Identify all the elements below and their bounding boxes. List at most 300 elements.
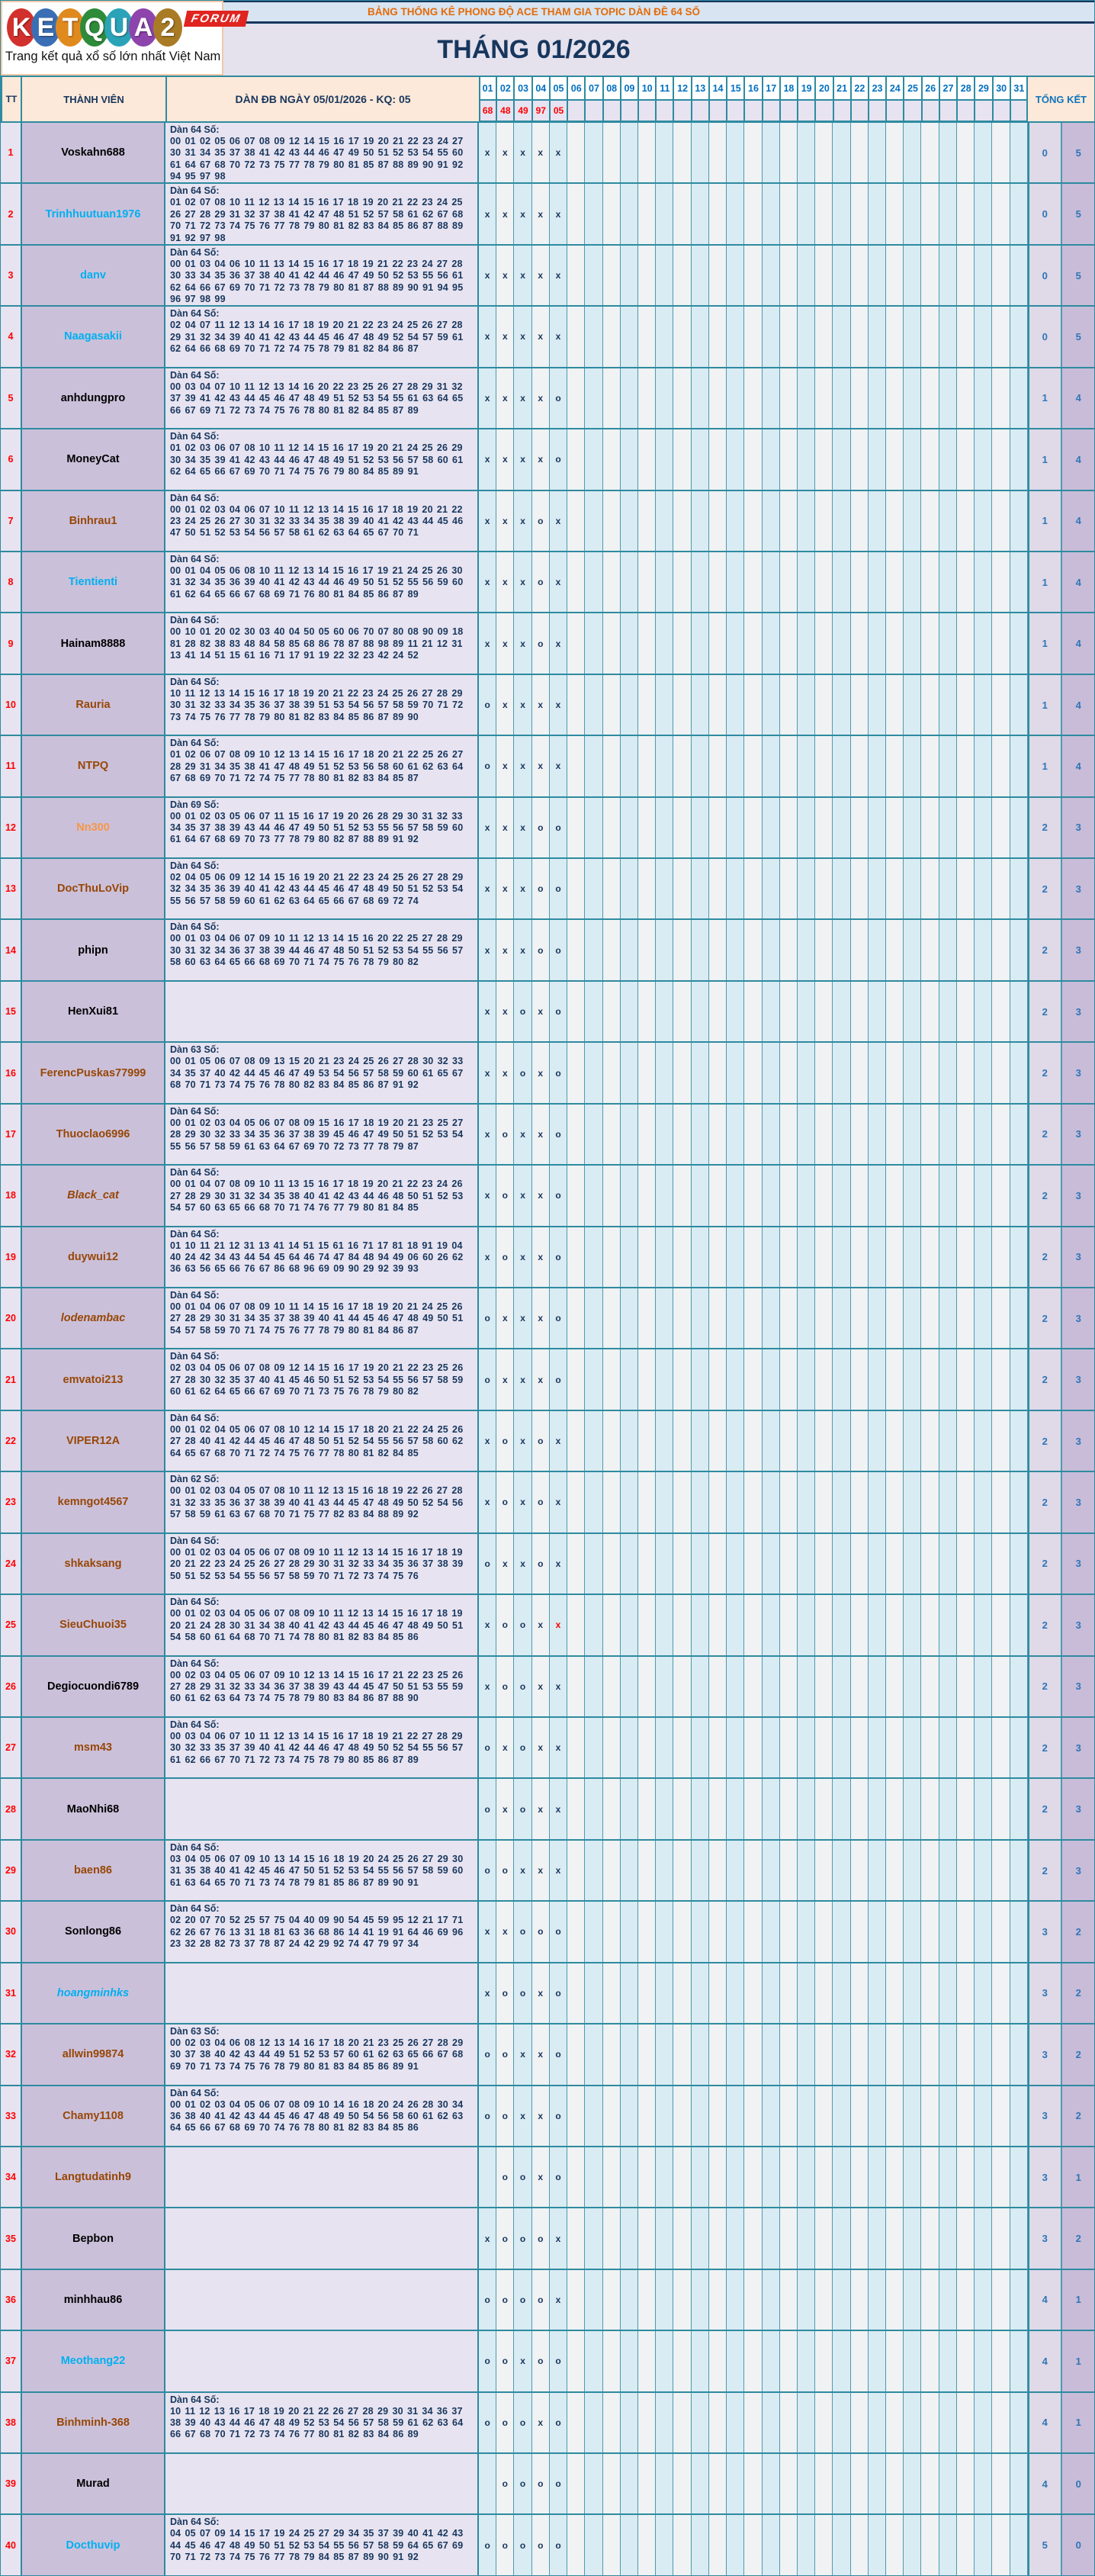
mark-cell: o — [514, 2393, 531, 2452]
dan-numbers-cell — [165, 920, 479, 979]
site-logo[interactable] — [1, 1, 242, 76]
member-name[interactable]: hoangminhks — [22, 1963, 165, 2023]
mark-cell: o — [532, 491, 550, 551]
day-cell — [851, 1779, 869, 1838]
member-row — [1, 2515, 1095, 2576]
day-cell — [833, 2086, 850, 2146]
day-cell — [567, 736, 585, 796]
day-cell — [886, 552, 904, 612]
day-cell — [567, 1902, 585, 1961]
row-number: 30 — [1, 1902, 22, 1961]
day-cell — [992, 675, 1010, 735]
day-cell — [744, 1841, 762, 1900]
day-cell — [567, 1657, 585, 1716]
day-cell — [851, 1472, 869, 1532]
day-cell — [567, 368, 585, 428]
day-cell — [886, 1963, 904, 2023]
dan-label: Dàn 64 Số: — [170, 308, 220, 320]
day-cell — [904, 1105, 921, 1164]
dan-numbers-cell — [165, 1718, 479, 1777]
day-cell — [798, 1841, 815, 1900]
kq-value-cell — [939, 100, 957, 123]
day-cell — [638, 1288, 656, 1348]
mark-cell: o — [514, 2454, 531, 2513]
dan-numbers-cell — [165, 2147, 479, 2207]
member-name[interactable]: lodenambac — [22, 1288, 165, 1348]
row-number: 5 — [1, 368, 22, 428]
day-cell — [904, 982, 921, 1041]
day-cell — [567, 246, 585, 305]
day-cell — [763, 2024, 780, 2084]
member-name[interactable]: minhhau86 — [22, 2270, 165, 2330]
day-cell — [656, 982, 673, 1041]
member-row — [1, 798, 1095, 859]
day-cell — [744, 1411, 762, 1471]
day-cell — [957, 2208, 975, 2268]
day-cell — [763, 798, 780, 857]
day-cell — [886, 1902, 904, 1961]
member-row — [1, 2393, 1095, 2454]
mark-cell: x — [514, 613, 531, 673]
dan-numbers-cell — [165, 246, 479, 305]
member-name[interactable]: Voskahn688 — [22, 123, 165, 182]
day-cell — [656, 1841, 673, 1900]
day-cell — [763, 736, 780, 796]
member-name[interactable]: Naagasakii — [22, 307, 165, 366]
day-cell — [975, 859, 992, 918]
total-miss: 2 — [1028, 859, 1061, 918]
member-name[interactable]: Meothang22 — [22, 2331, 165, 2391]
member-name[interactable]: FerencPuskas77999 — [22, 1043, 165, 1102]
total-miss: 4 — [1028, 2454, 1061, 2513]
day-cell — [992, 1534, 1010, 1594]
day-cell — [673, 736, 691, 796]
day-cell — [727, 1779, 744, 1838]
day-cell — [815, 246, 833, 305]
day-cell — [709, 2393, 727, 2452]
day-cell — [603, 1227, 621, 1287]
day-cell — [763, 1595, 780, 1655]
day-cell — [621, 184, 638, 243]
row-number: 35 — [1, 2208, 22, 2268]
day-cell — [921, 920, 939, 979]
day-cell — [886, 184, 904, 243]
dan-numbers-cell — [165, 307, 479, 366]
member-name[interactable]: kemngot4567 — [22, 1472, 165, 1532]
day-cell — [833, 2331, 850, 2391]
kq-value-cell — [673, 100, 691, 123]
day-cell — [673, 1472, 691, 1532]
total-win: 4 — [1061, 552, 1095, 612]
day-cell — [656, 859, 673, 918]
day-cell — [692, 613, 709, 673]
row-number: 32 — [1, 2024, 22, 2084]
day-cell — [585, 1166, 602, 1225]
mark-cell: x — [532, 1779, 550, 1838]
kq-value-cell: 68 — [479, 100, 496, 123]
day-cell — [869, 2393, 886, 2452]
day-cell — [975, 1595, 992, 1655]
day-cell — [744, 2454, 762, 2513]
mark-cell: x — [514, 429, 531, 489]
day-cell — [798, 368, 815, 428]
day-cell — [939, 307, 957, 366]
day-cell — [709, 920, 727, 979]
day-cell — [763, 1963, 780, 2023]
day-cell — [567, 2086, 585, 2146]
dan-numbers-cell — [165, 2515, 479, 2574]
member-name[interactable]: Murad — [22, 2454, 165, 2513]
day-cell — [833, 1657, 850, 1716]
mark-cell: o — [550, 798, 567, 857]
dan-numbers: 00 01 02 03 04 05 06 07 08 09 10 11 12 13 14 15 16 17 18 19 20 21 24 28 30 31 34 38 40 41 42 43 44 45 46 47 48 49 50 51 54 58 60 61 64 68 70 71 74 78 80 81 82 83 84 85 86 — [170, 1608, 464, 1642]
mark-cell: x — [514, 1288, 531, 1348]
day-cell — [833, 2024, 850, 2084]
kq-value-cell — [780, 100, 798, 123]
day-cell — [833, 123, 850, 182]
day-cell — [621, 429, 638, 489]
mark-cell: x — [479, 613, 496, 673]
mark-cell: o — [550, 368, 567, 428]
day-cell — [709, 736, 727, 796]
day-cell — [798, 2086, 815, 2146]
row-number: 6 — [1, 429, 22, 489]
member-name[interactable]: phipn — [22, 920, 165, 979]
day-cell — [921, 2393, 939, 2452]
day-header-cell: 10 — [638, 76, 656, 100]
day-cell — [886, 613, 904, 673]
day-cell — [798, 1963, 815, 2023]
day-header-cell: 04 — [532, 76, 550, 100]
day-cell — [1010, 307, 1028, 366]
member-name[interactable]: MaoNhi68 — [22, 1779, 165, 1838]
day-cell — [992, 2331, 1010, 2391]
day-cell — [975, 2024, 992, 2084]
mark-cell: x — [550, 491, 567, 551]
member-name[interactable]: Black_cat — [22, 1166, 165, 1225]
day-cell — [957, 1043, 975, 1102]
day-cell — [692, 307, 709, 366]
day-cell — [957, 1534, 975, 1594]
total-miss: 2 — [1028, 920, 1061, 979]
day-cell — [763, 982, 780, 1041]
member-name[interactable]: anhdungpro — [22, 368, 165, 428]
day-cell — [798, 2147, 815, 2207]
day-cell — [763, 1227, 780, 1287]
day-cell — [815, 1657, 833, 1716]
day-cell — [727, 1963, 744, 2023]
day-cell — [921, 1043, 939, 1102]
dan-label: Dàn 64 Số: — [170, 2517, 220, 2528]
member-name[interactable]: Binhrau1 — [22, 491, 165, 551]
row-number: 13 — [1, 859, 22, 918]
dan-numbers: 04 05 07 09 14 15 17 19 24 25 27 29 34 35 37 39 40 41 42 43 44 45 46 47 48 49 50 51 52 53 54 55 56 57 58 59 64 65 67 69 70 71 72 73 74 75 76 77 78 79 84 85 87 89 90 91 92 — [170, 2528, 464, 2563]
day-cell — [692, 1166, 709, 1225]
day-cell — [692, 1595, 709, 1655]
day-cell — [851, 2147, 869, 2207]
member-name[interactable]: SieuChuoi35 — [22, 1595, 165, 1655]
day-cell — [833, 368, 850, 428]
day-cell — [1010, 2086, 1028, 2146]
total-miss: 3 — [1028, 1963, 1061, 2023]
total-miss: 0 — [1028, 307, 1061, 366]
dan-label: Dàn 64 Số: — [170, 1841, 220, 1853]
dan-numbers-cell — [165, 736, 479, 796]
day-cell — [798, 1349, 815, 1409]
mark-cell: x — [550, 184, 567, 243]
dan-label: Dàn 64 Số: — [170, 1903, 220, 1915]
day-cell — [957, 123, 975, 182]
member-name[interactable]: Binhminh-368 — [22, 2393, 165, 2452]
day-cell — [621, 552, 638, 612]
mark-cell: x — [550, 1718, 567, 1777]
member-name[interactable]: NTPQ — [22, 736, 165, 796]
day-cell — [656, 2208, 673, 2268]
day-cell — [638, 1779, 656, 1838]
member-name[interactable]: Nn300 — [22, 798, 165, 857]
day-cell — [744, 675, 762, 735]
mark-cell: x — [514, 859, 531, 918]
mark-cell: x — [532, 1105, 550, 1164]
day-cell — [939, 1166, 957, 1225]
day-cell — [798, 2454, 815, 2513]
day-cell — [656, 2024, 673, 2084]
day-cell — [621, 2086, 638, 2146]
dan-label: Dàn 64 Số: — [170, 738, 220, 749]
member-name[interactable]: Docthuvip — [22, 2515, 165, 2574]
dan-label: Dàn 64 Số: — [170, 1351, 220, 1362]
day-cell — [1010, 1779, 1028, 1838]
day-cell — [727, 736, 744, 796]
day-cell — [727, 675, 744, 735]
day-cell — [567, 2331, 585, 2391]
day-cell — [975, 368, 992, 428]
total-miss: 2 — [1028, 1105, 1061, 1164]
day-cell — [869, 2086, 886, 2146]
kq-value-cell — [815, 100, 833, 123]
member-name[interactable]: shkaksang — [22, 1534, 165, 1594]
day-cell — [780, 307, 798, 366]
day-cell — [780, 123, 798, 182]
dan-numbers-cell — [165, 123, 479, 182]
day-cell — [904, 1902, 921, 1961]
day-cell — [638, 246, 656, 305]
member-name[interactable]: Langtudatinh9 — [22, 2147, 165, 2207]
mark-cell: o — [479, 1288, 496, 1348]
day-cell — [939, 1595, 957, 1655]
mark-cell: x — [479, 307, 496, 366]
day-cell — [904, 1166, 921, 1225]
day-header-cell: 24 — [886, 76, 904, 100]
member-name[interactable]: Sonlong86 — [22, 1902, 165, 1961]
day-cell — [904, 1349, 921, 1409]
member-name[interactable]: Rauria — [22, 675, 165, 735]
member-name[interactable]: emvatoi213 — [22, 1349, 165, 1409]
day-cell — [638, 2086, 656, 2146]
kq-value-cell — [567, 100, 585, 123]
member-name[interactable]: Thuoclao6996 — [22, 1105, 165, 1164]
member-name[interactable]: VIPER12A — [22, 1411, 165, 1471]
day-cell — [904, 1779, 921, 1838]
day-cell — [763, 2147, 780, 2207]
mark-cell: x — [532, 1227, 550, 1287]
member-name[interactable]: Chamy1108 — [22, 2086, 165, 2146]
day-cell — [939, 1288, 957, 1348]
day-cell — [886, 1841, 904, 1900]
day-cell — [656, 1166, 673, 1225]
day-cell — [656, 1105, 673, 1164]
mark-cell: x — [550, 1595, 567, 1655]
row-number: 9 — [1, 613, 22, 673]
day-cell — [851, 2208, 869, 2268]
day-cell — [621, 1595, 638, 1655]
day-cell — [656, 368, 673, 428]
day-cell — [869, 1288, 886, 1348]
day-cell — [833, 675, 850, 735]
day-cell — [939, 1779, 957, 1838]
day-cell — [975, 1657, 992, 1716]
day-cell — [621, 736, 638, 796]
mark-cell: x — [496, 491, 514, 551]
day-cell — [638, 1718, 656, 1777]
dan-label: Dàn 64 Số: — [170, 431, 220, 442]
dan-numbers-cell — [165, 1349, 479, 1409]
dan-numbers: 00 01 02 03 04 05 06 07 08 09 15 16 17 18 19 20 21 23 25 27 28 29 30 32 33 34 35 36 37 38 39 45 46 47 49 50 51 52 53 54 55 56 57 58 59 61 63 64 67 69 70 72 73 77 78 79 87 — [170, 1117, 464, 1152]
dan-numbers: 00 01 02 04 05 06 07 08 10 12 14 15 17 18 20 21 22 24 25 26 27 28 40 41 42 44 45 46 47 48 50 51 52 54 55 56 57 58 60 62 64 65 67 68 70 71 72 74 75 76 77 78 80 81 82 84 85 — [170, 1423, 464, 1458]
member-name[interactable]: danv — [22, 246, 165, 305]
day-cell — [1010, 1472, 1028, 1532]
day-cell — [656, 429, 673, 489]
day-cell — [798, 675, 815, 735]
member-name[interactable]: baen86 — [22, 1841, 165, 1900]
day-cell — [744, 982, 762, 1041]
day-cell — [763, 123, 780, 182]
day-cell — [744, 1718, 762, 1777]
day-cell — [603, 859, 621, 918]
day-cell — [763, 2393, 780, 2452]
day-cell — [975, 1534, 992, 1594]
total-win: 5 — [1061, 123, 1095, 182]
day-cell — [1010, 1349, 1028, 1409]
day-cell — [992, 2086, 1010, 2146]
member-name[interactable]: DocThuLoVip — [22, 859, 165, 918]
mark-cell: o — [479, 2024, 496, 2084]
dan-numbers-cell — [165, 2086, 479, 2146]
day-cell — [939, 184, 957, 243]
mark-cell: x — [479, 246, 496, 305]
day-cell — [692, 1534, 709, 1594]
day-cell — [692, 859, 709, 918]
day-cell — [815, 2086, 833, 2146]
day-cell — [780, 859, 798, 918]
logo-letter: Q — [80, 8, 109, 47]
row-number: 37 — [1, 2331, 22, 2391]
day-header-cell: 29 — [975, 76, 992, 100]
member-name[interactable]: duywui12 — [22, 1227, 165, 1287]
total-miss: 2 — [1028, 1043, 1061, 1102]
mark-cell: x — [514, 920, 531, 979]
day-header-cell: 07 — [585, 76, 602, 100]
member-name[interactable]: Tientienti — [22, 552, 165, 612]
mark-cell: o — [479, 1349, 496, 1409]
mark-cell: x — [532, 2147, 550, 2207]
day-cell — [727, 1227, 744, 1287]
member-name[interactable]: Hainam8888 — [22, 613, 165, 673]
mark-cell: x — [479, 1043, 496, 1102]
day-cell — [921, 1779, 939, 1838]
day-cell — [851, 1841, 869, 1900]
day-cell — [869, 1718, 886, 1777]
day-cell — [957, 859, 975, 918]
kq-value-cell — [993, 100, 1010, 123]
member-name[interactable]: HenXui81 — [22, 982, 165, 1041]
day-header-cell: 23 — [869, 76, 886, 100]
day-cell — [692, 1043, 709, 1102]
day-cell — [638, 1349, 656, 1409]
day-cell — [921, 982, 939, 1041]
day-cell — [957, 184, 975, 243]
row-number: 26 — [1, 1657, 22, 1716]
day-cell — [851, 184, 869, 243]
day-cell — [621, 1227, 638, 1287]
dan-numbers-cell — [165, 1105, 479, 1164]
day-cell — [567, 920, 585, 979]
total-win: 3 — [1061, 1779, 1095, 1838]
member-name[interactable]: Trinhhuutuan1976 — [22, 184, 165, 243]
day-cell — [727, 920, 744, 979]
member-name[interactable]: Degiocuondi6789 — [22, 1657, 165, 1716]
day-cell — [603, 1043, 621, 1102]
day-cell — [603, 736, 621, 796]
day-cell — [992, 1718, 1010, 1777]
day-cell — [904, 2515, 921, 2574]
mark-cell: x — [514, 2086, 531, 2146]
day-cell — [692, 123, 709, 182]
mark-cell: o — [532, 2270, 550, 2330]
day-cell — [798, 429, 815, 489]
member-name[interactable]: Bepbon — [22, 2208, 165, 2268]
row-number: 12 — [1, 798, 22, 857]
total-miss: 2 — [1028, 1472, 1061, 1532]
day-cell — [869, 123, 886, 182]
day-cell — [744, 1534, 762, 1594]
mark-cell: x — [496, 920, 514, 979]
member-name[interactable]: MoneyCat — [22, 429, 165, 489]
total-miss: 2 — [1028, 1411, 1061, 1471]
day-cell — [904, 613, 921, 673]
day-cell — [869, 307, 886, 366]
day-cell — [833, 798, 850, 857]
member-name[interactable]: allwin99874 — [22, 2024, 165, 2084]
day-cell — [763, 859, 780, 918]
day-cell — [585, 1657, 602, 1716]
day-cell — [692, 2270, 709, 2330]
row-number: 2 — [1, 184, 22, 243]
day-cell — [763, 1288, 780, 1348]
member-name[interactable]: msm43 — [22, 1718, 165, 1777]
day-cell — [1010, 2270, 1028, 2330]
dan-numbers-cell — [165, 184, 479, 243]
day-cell — [780, 2147, 798, 2207]
day-cell — [851, 1411, 869, 1471]
day-header-cell: 06 — [567, 76, 585, 100]
total-win: 3 — [1061, 982, 1095, 1041]
day-cell — [638, 920, 656, 979]
day-cell — [673, 1595, 691, 1655]
day-cell — [992, 368, 1010, 428]
day-cell — [603, 1349, 621, 1409]
day-cell — [673, 184, 691, 243]
